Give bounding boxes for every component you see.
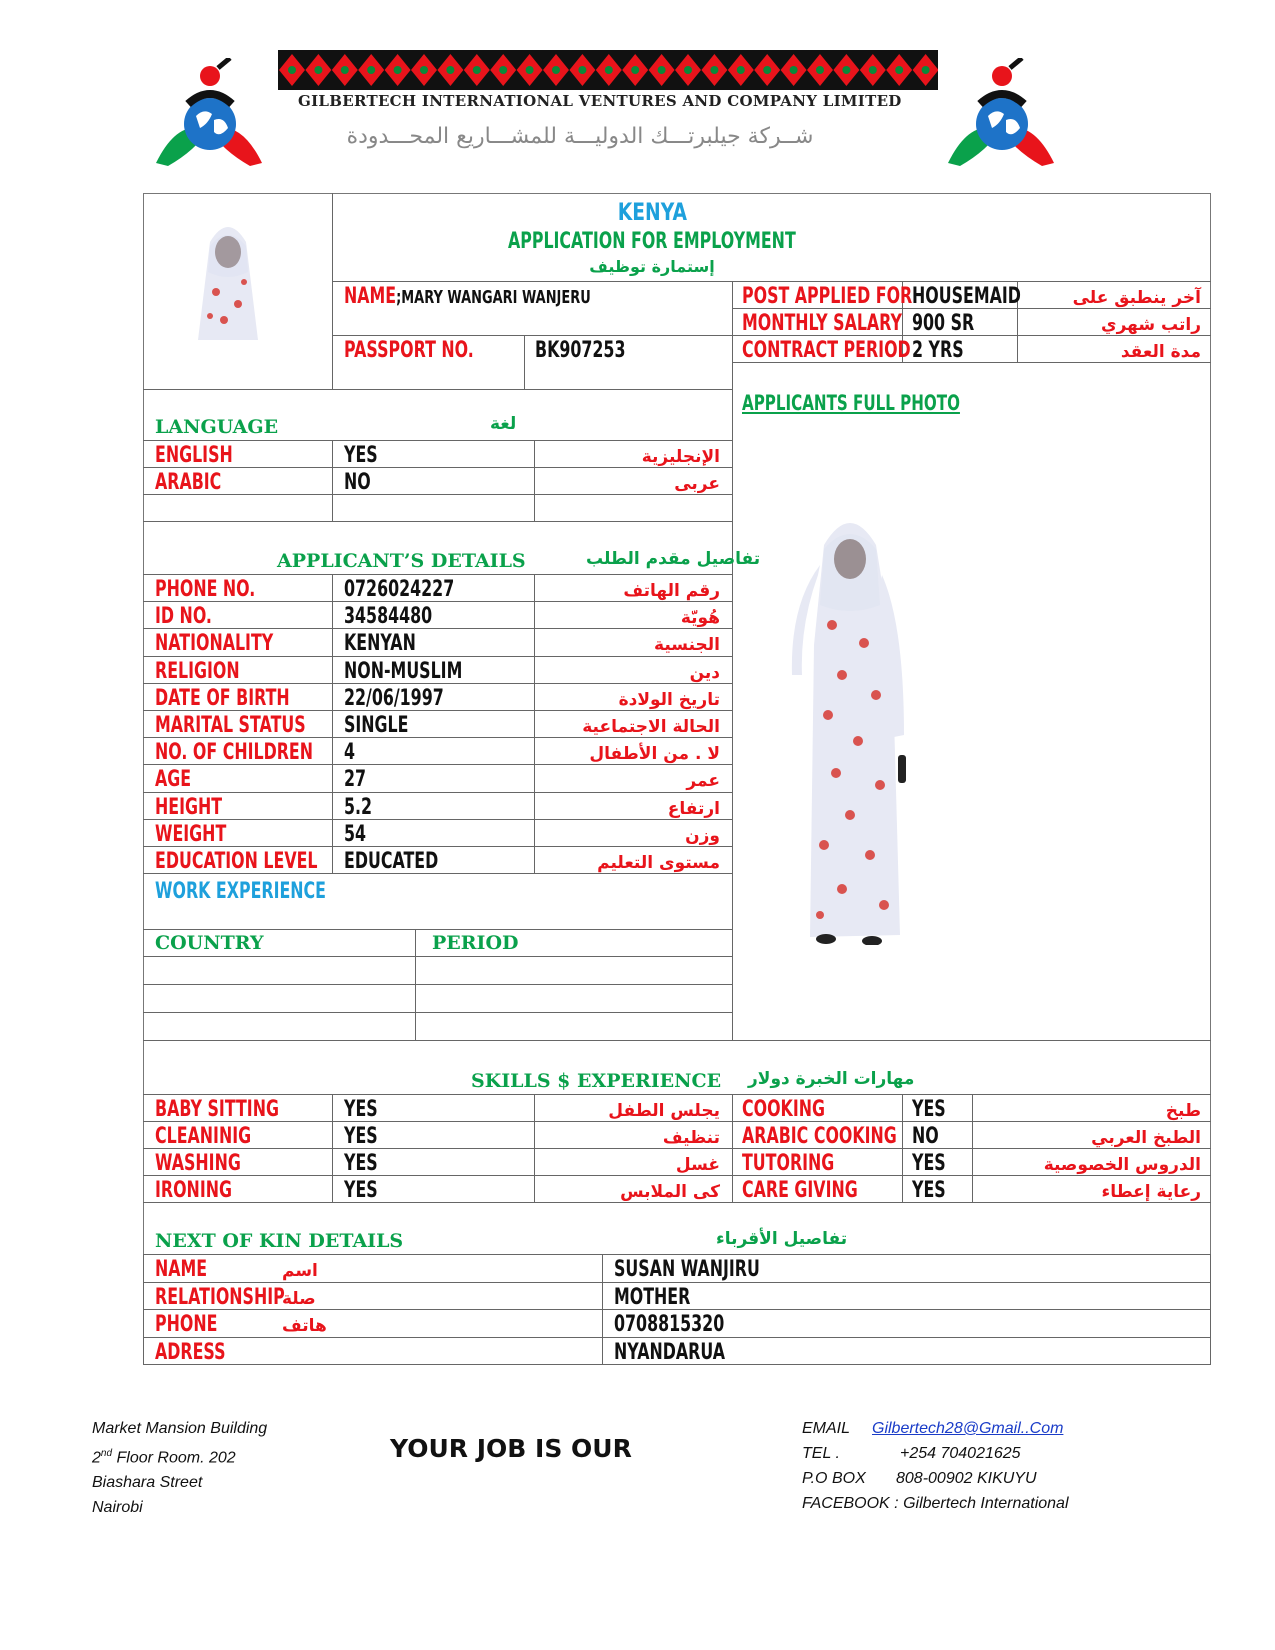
detail-value: 5.2 — [344, 795, 373, 820]
post-label: POST APPLIED FOR — [742, 284, 913, 309]
kin-value: NYANDARUA — [614, 1340, 725, 1365]
passport-value: BK907253 — [535, 338, 626, 363]
detail-label: RELIGION — [155, 659, 240, 684]
detail-label-ar: وزن — [685, 826, 720, 846]
detail-value: 27 — [344, 767, 367, 792]
banner-dot — [922, 66, 930, 74]
banner-dot — [288, 66, 296, 74]
banner-dot — [314, 66, 322, 74]
detail-label-ar: رقم الهاتف — [623, 581, 720, 601]
language-title-ar: لغة — [490, 414, 517, 434]
skill-label-ar: غسل — [675, 1155, 720, 1175]
detail-label: PHONE NO. — [155, 577, 256, 602]
applicant-portrait-photo — [180, 212, 276, 340]
country-column-header: COUNTRY — [155, 932, 264, 954]
english-value: YES — [344, 443, 378, 468]
banner-dot — [816, 66, 824, 74]
detail-label: HEIGHT — [155, 795, 223, 820]
skill-label-ar: رعاية إعطاء — [1101, 1182, 1201, 1202]
passport-label: PASSPORT NO. — [344, 338, 474, 363]
detail-value: 4 — [344, 740, 356, 765]
skill-value: YES — [344, 1178, 378, 1203]
post-value: HOUSEMAID — [912, 284, 1021, 309]
detail-label: EDUCATION LEVEL — [155, 849, 318, 874]
banner-dot — [473, 66, 481, 74]
skill-value: YES — [912, 1151, 946, 1176]
company-name-ar: شــركة جيلبرتـــك الدوليـــة للمشـــاريع المحـــدودة — [346, 124, 814, 149]
skill-label: WASHING — [155, 1151, 241, 1176]
kin-value: SUSAN WANJIRU — [614, 1257, 760, 1282]
slogan: YOUR JOB IS OUR — [390, 1434, 632, 1463]
detail-label-ar: الحالة الاجتماعية — [582, 717, 720, 737]
skill-label: TUTORING — [742, 1151, 835, 1176]
kin-label: RELATIONSHIP — [155, 1285, 285, 1310]
skill-label: ARABIC COOKING — [742, 1124, 897, 1149]
skill-value: YES — [344, 1124, 378, 1149]
detail-label-ar: دين — [689, 663, 720, 683]
office-address: Market Mansion Building 2nd Floor Room. 202 Biashara Street Nairobi — [92, 1420, 268, 1517]
kin-title: NEXT OF KIN DETAILS — [155, 1230, 404, 1252]
diamond-pattern-banner — [278, 50, 938, 90]
skill-label-ar: الطبخ العربي — [1091, 1128, 1201, 1148]
banner-dot — [737, 66, 745, 74]
detail-value: NON-MUSLIM — [344, 659, 463, 684]
kin-label: ADRESS — [155, 1340, 226, 1365]
detail-label-ar: ارتفاع — [667, 799, 720, 819]
name-value: ;MARY WANGARI WANJERU — [396, 287, 591, 308]
banner-dot — [763, 66, 771, 74]
banner-dot — [394, 66, 402, 74]
details-title-ar: تفاصيل مقدم الطلب — [586, 549, 761, 569]
skill-value: YES — [912, 1178, 946, 1203]
company-logo-left — [148, 58, 270, 170]
applicant-full-photo — [780, 505, 920, 945]
salary-value: 900 SR — [912, 311, 975, 336]
skill-label: BABY SITTING — [155, 1097, 279, 1122]
detail-value: 0726024227 — [344, 577, 455, 602]
skill-label-ar: تنظيف — [662, 1128, 720, 1148]
full-photo-label: APPLICANTS FULL PHOTO — [742, 391, 960, 415]
detail-label: ID NO. — [155, 604, 212, 629]
kin-title-ar: تفاصيل الأقرباء — [716, 1229, 848, 1249]
skill-label: COOKING — [742, 1097, 825, 1122]
facebook-value: Gilbertech International — [903, 1495, 1069, 1512]
arabic-value: NO — [344, 470, 371, 495]
skills-title: SKILLS $ EXPERIENCE — [471, 1070, 722, 1092]
banner-dot — [842, 66, 850, 74]
detail-value: EDUCATED — [344, 849, 439, 874]
banner-dot — [605, 66, 613, 74]
work-experience-title: WORK EXPERIENCE — [155, 879, 326, 904]
banner-dot — [578, 66, 586, 74]
detail-value: 22/06/1997 — [344, 686, 444, 711]
kin-value: MOTHER — [614, 1285, 691, 1310]
banner-dot — [684, 66, 692, 74]
banner-dot — [446, 66, 454, 74]
detail-value: KENYAN — [344, 631, 416, 656]
country-title: KENYA — [617, 198, 687, 226]
contract-label-ar: مدة العقد — [1120, 342, 1201, 362]
detail-value: SINGLE — [344, 713, 409, 738]
arabic-label-ar: عربى — [674, 474, 720, 494]
detail-label-ar: لا . من الأطفال — [589, 744, 720, 764]
kin-label: PHONE — [155, 1312, 218, 1337]
detail-label: AGE — [155, 767, 192, 792]
contract-label: CONTRACT PERIOD — [742, 338, 911, 363]
skill-label-ar: طبخ — [1165, 1101, 1201, 1121]
skill-label-ar: كى الملابس — [620, 1182, 720, 1202]
salary-label: MONTHLY SALARY — [742, 311, 902, 336]
kin-value: 0708815320 — [614, 1312, 725, 1337]
skill-label-ar: الدروس الخصوصية — [1043, 1155, 1201, 1175]
name-label: NAME — [344, 284, 397, 309]
detail-label-ar: تاريخ الولادة — [618, 690, 720, 710]
detail-label-ar: عمر — [686, 771, 720, 791]
kin-label-ar: صلة — [282, 1289, 316, 1309]
banner-dot — [869, 66, 877, 74]
salary-label-ar: راتب شهري — [1100, 315, 1201, 335]
banner-dot — [710, 66, 718, 74]
english-label-ar: الإنجليزية — [641, 447, 720, 467]
language-title: LANGUAGE — [155, 416, 279, 438]
kin-label: NAME — [155, 1257, 208, 1282]
kin-label-ar: هاتف — [282, 1316, 327, 1336]
detail-label: NATIONALITY — [155, 631, 274, 656]
detail-label: NO. OF CHILDREN — [155, 740, 314, 765]
english-label: ENGLISH — [155, 443, 233, 468]
details-title: APPLICANT’S DETAILS — [277, 550, 526, 572]
contact-block: EMAIL Gilbertech28@Gmail..Com TEL . +254 704021625 P.O BOX 808-00902 KIKUYU FACEBOOK : Gilbertech International — [802, 1420, 1069, 1512]
skill-label: CLEANINIG — [155, 1124, 252, 1149]
email-link[interactable]: Gilbertech28@Gmail..Com — [872, 1420, 1064, 1437]
detail-value: 54 — [344, 822, 367, 847]
banner-dot — [420, 66, 428, 74]
period-column-header: PERIOD — [432, 932, 519, 954]
banner-dot — [526, 66, 534, 74]
detail-label: WEIGHT — [155, 822, 227, 847]
skill-value: YES — [344, 1151, 378, 1176]
form-title-ar: إستمارة توظيف — [589, 257, 715, 276]
detail-value: 34584480 — [344, 604, 433, 629]
skill-label: IRONING — [155, 1178, 232, 1203]
skills-title-ar: مهارات الخبرة دولار — [748, 1069, 915, 1089]
banner-dot — [895, 66, 903, 74]
phone-value: +254 704021625 — [900, 1445, 1021, 1462]
detail-label: DATE OF BIRTH — [155, 686, 290, 711]
skill-value: YES — [912, 1097, 946, 1122]
detail-label-ar: مستوى التعليم — [597, 853, 720, 873]
banner-dot — [658, 66, 666, 74]
banner-dot — [790, 66, 798, 74]
kin-label-ar: اسم — [282, 1261, 318, 1281]
skill-value: NO — [912, 1124, 939, 1149]
banner-dot — [552, 66, 560, 74]
contract-value: 2 YRS — [912, 338, 964, 363]
banner-dot — [367, 66, 375, 74]
detail-label-ar: الجنسية — [654, 635, 720, 655]
skill-label: CARE GIVING — [742, 1178, 858, 1203]
form-title: APPLICATION FOR EMPLOYMENT — [508, 229, 796, 254]
detail-label-ar: هُويّة — [680, 608, 720, 628]
banner-dot — [341, 66, 349, 74]
company-logo-right — [940, 58, 1062, 170]
banner-dot — [631, 66, 639, 74]
po-box-value: 808-00902 KIKUYU — [896, 1470, 1037, 1487]
company-name-en: GILBERTECH INTERNATIONAL VENTURES AND COMPANY LIMITED — [298, 92, 902, 110]
skill-label-ar: يجلس الطفل — [608, 1101, 720, 1121]
skill-value: YES — [344, 1097, 378, 1122]
arabic-label: ARABIC — [155, 470, 222, 495]
banner-dot — [499, 66, 507, 74]
detail-label: MARITAL STATUS — [155, 713, 306, 738]
post-label-ar: آخر ينطبق على — [1072, 288, 1201, 308]
